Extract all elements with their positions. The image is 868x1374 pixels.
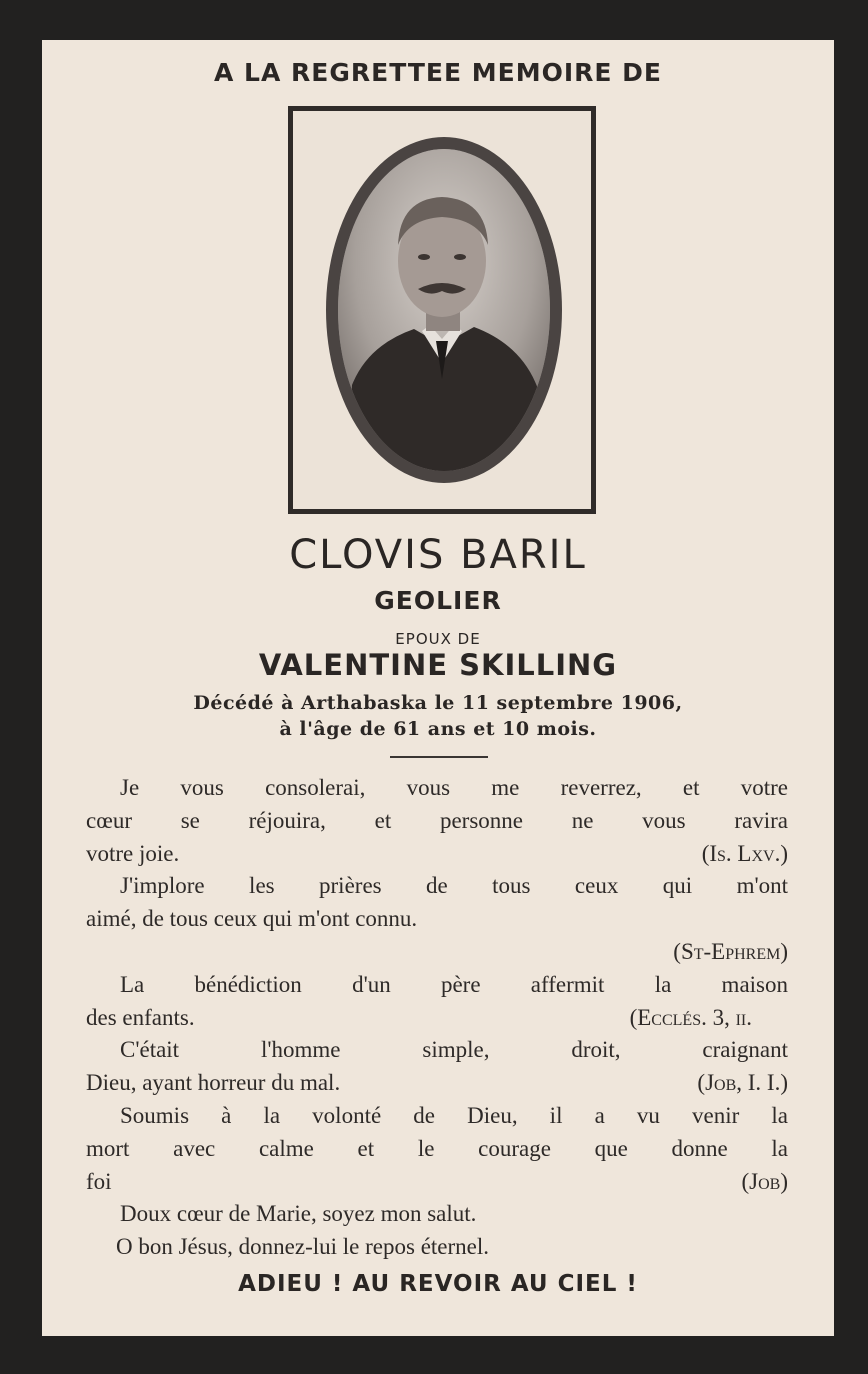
portrait-silhouette — [338, 149, 550, 471]
verse-text: Dieu, ayant horreur du mal. — [86, 1070, 341, 1096]
verse-line: Doux cœur de Marie, soyez mon salut. — [120, 1201, 477, 1227]
occupation: GEOLIER — [374, 586, 502, 615]
verse-text: foi — [86, 1168, 112, 1194]
deceased-name: CLOVIS BARIL — [289, 532, 587, 578]
verse-line: La bénédiction d'un père affermit la maison — [120, 971, 788, 997]
verse-reference: (St-Ephrem) — [673, 938, 788, 964]
verse-line: Je vous consolerai, vous me reverrez, et votre — [120, 775, 788, 800]
verse-line: mort avec calme et le courage que donne la — [86, 1135, 788, 1161]
verse-reference: (Is. Lxv.) — [701, 840, 788, 866]
verse-line: J'implore les prières de tous ceux qui m'ont — [120, 873, 788, 899]
verse-line: cœur se réjouira, et personne ne vous ravira — [86, 807, 788, 833]
verse-reference: (Ecclés. 3, ii. — [629, 1004, 752, 1030]
divider — [390, 756, 488, 758]
death-age-line: à l'âge de 61 ans et 10 mois. — [279, 718, 597, 740]
verse-text: votre joie. — [86, 840, 180, 866]
death-date-line: Décédé à Arthabaska le 11 septembre 1906, — [193, 692, 683, 714]
verse-line: C'était l'homme simple, droit, craignant — [120, 1037, 788, 1063]
header-dedication: A LA REGRETTEE MEMOIRE DE — [214, 58, 662, 87]
spouse-name: VALENTINE SKILLING — [258, 648, 618, 682]
verses-block — [86, 772, 788, 1264]
verse-line — [86, 1067, 788, 1100]
verse-line — [86, 1166, 788, 1199]
verse-reference: (Job) — [741, 1168, 788, 1194]
portrait-frame — [288, 106, 596, 514]
verse-text: des enfants. — [86, 1004, 195, 1030]
verse-line: aimé, de tous ceux qui m'ont connu. — [86, 906, 418, 932]
verse-line — [86, 1002, 788, 1035]
portrait-photo — [326, 137, 562, 483]
verse-reference: (Job, I. I.) — [697, 1070, 788, 1096]
verse-line: Soumis à la volonté de Dieu, il a vu venir la — [120, 1102, 788, 1128]
spouse-label: EPOUX DE — [395, 630, 481, 648]
farewell-footer: ADIEU ! AU REVOIR AU CIEL ! — [238, 1271, 638, 1297]
verse-line — [86, 838, 788, 871]
memorial-card — [42, 40, 834, 1336]
verse-line: O bon Jésus, donnez-lui le repos éternel. — [116, 1234, 490, 1260]
death-notice — [42, 690, 834, 742]
